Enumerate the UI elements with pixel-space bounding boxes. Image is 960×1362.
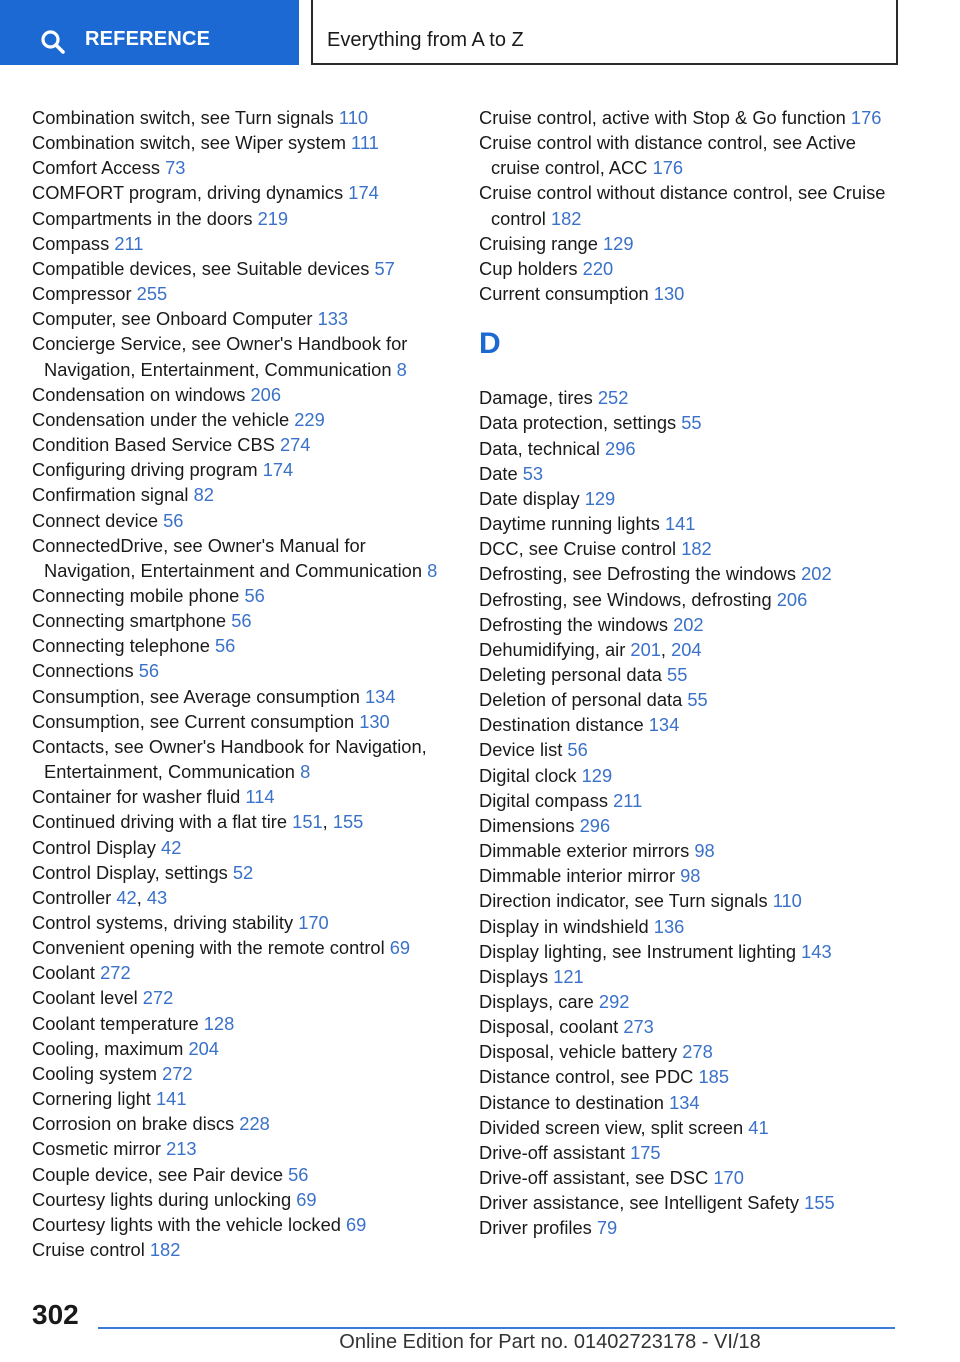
index-entry-term: Convenient opening with the remote control — [32, 937, 385, 959]
index-entry — [479, 939, 909, 964]
index-entry-term: ConnectedDrive, see Owner's Manual for Navigation, Entertainment and Communication — [32, 534, 423, 581]
index-entry-term: Driver assistance, see Intelligent Safety — [479, 1192, 800, 1214]
index-entry-term: Cruise control with distance control, see Active cruise control, ACC — [479, 132, 856, 179]
index-entry-term: Condensation on windows — [32, 383, 246, 405]
index-entry-term: Configuring driving program — [32, 459, 258, 481]
page-link[interactable]: 57 — [374, 257, 395, 279]
page-link[interactable]: 130 — [653, 283, 685, 305]
index-entry — [32, 935, 457, 960]
page-link[interactable]: 134 — [669, 1091, 700, 1113]
index-entry — [479, 410, 909, 435]
page-link[interactable]: 206 — [250, 383, 282, 405]
index-entry — [32, 281, 457, 306]
footer-text: Online Edition for Part no. 01402723178 - VI/18 — [339, 1331, 761, 1353]
index-entry: Dehumidifying, air 201, 204 — [479, 638, 702, 660]
index-entry — [32, 633, 457, 658]
page-link[interactable]: 56 — [288, 1163, 309, 1185]
index-entry-term: Coolant temperature — [32, 1012, 199, 1034]
page-link[interactable]: 220 — [582, 257, 614, 279]
index-entry — [479, 1064, 909, 1089]
index-entry — [479, 561, 909, 586]
index-entry — [32, 1011, 457, 1036]
index-entry-term: Defrosting the windows — [479, 613, 668, 635]
page-link[interactable]: 272 — [162, 1062, 193, 1084]
index-entry — [479, 1014, 909, 1039]
page-link[interactable]: 56 — [244, 584, 265, 606]
page-title: Everything from A to Z — [327, 29, 524, 51]
index-entry — [479, 1090, 909, 1115]
index-entry — [32, 331, 457, 381]
index-entry — [32, 1086, 457, 1111]
index-entry — [479, 511, 909, 536]
page-link[interactable]: 296 — [605, 437, 636, 459]
section-tab[interactable] — [0, 0, 299, 65]
index-entry — [32, 658, 457, 683]
index-entry — [32, 457, 457, 482]
index-entry-term: Combination switch, see Turn signals — [32, 107, 334, 128]
index-entry-term: Dimensions — [479, 814, 575, 836]
index-entry — [32, 1111, 457, 1136]
page-link[interactable]: 211 — [114, 232, 144, 254]
search-icon — [40, 29, 66, 55]
index-group-d — [479, 385, 909, 1240]
page-link[interactable]: 252 — [597, 387, 629, 409]
index-entry-term: Date display — [479, 487, 580, 509]
index-entry: Continued driving with a flat tire 151, 155 — [32, 811, 364, 833]
page-link[interactable]: 69 — [389, 937, 411, 959]
page-link[interactable]: 130 — [359, 710, 390, 732]
index-entry-term: Cornering light — [32, 1088, 151, 1110]
page-link[interactable]: 69 — [346, 1213, 367, 1235]
index-entry-term: Control systems, driving stability — [32, 912, 294, 933]
index-entry — [479, 130, 909, 180]
page-link[interactable]: 278 — [682, 1041, 713, 1063]
page-link[interactable]: 134 — [365, 685, 396, 707]
index-entry-term: Connecting smartphone — [32, 610, 227, 632]
index-entry — [479, 1115, 909, 1140]
index-entry-term: Defrosting, see Windows, defrosting — [479, 588, 772, 610]
index-entry-term: Coolant — [32, 962, 96, 984]
index-entry-term: Dimmable exterior mirrors — [479, 840, 690, 862]
page-link[interactable]: 55 — [687, 689, 708, 711]
index-entry — [32, 508, 457, 533]
page-link[interactable]: 206 — [776, 588, 808, 610]
index-entry — [32, 105, 457, 130]
page-link[interactable]: 229 — [294, 408, 325, 430]
index-entry-term: Cruise control — [32, 1239, 145, 1261]
index-entry-term: Data protection, settings — [479, 412, 677, 434]
index-entry — [479, 180, 909, 230]
page-link[interactable]: 134 — [648, 714, 680, 736]
index-entry — [32, 306, 457, 331]
page-link[interactable]: 204 — [671, 638, 702, 660]
index-entry — [479, 964, 909, 989]
page-link[interactable]: 219 — [257, 207, 289, 229]
section-letter: D — [479, 327, 501, 361]
page-link[interactable]: 128 — [203, 1012, 235, 1034]
index-entry-term: Digital compass — [479, 789, 609, 811]
index-entry-term: Destination distance — [479, 714, 644, 736]
index-entry — [32, 985, 457, 1010]
index-entry — [32, 206, 457, 231]
page-link[interactable]: 255 — [136, 283, 168, 305]
index-entry — [479, 712, 909, 737]
index-entry-term: Disposal, vehicle battery — [479, 1041, 678, 1063]
index-entry-term: Courtesy lights with the vehicle locked — [32, 1213, 341, 1235]
page-link[interactable]: 8 — [427, 559, 438, 581]
index-entry — [32, 784, 457, 809]
index-entry-term: Cup holders — [479, 257, 578, 279]
page-link[interactable]: 273 — [623, 1016, 654, 1038]
page-link[interactable]: 42 — [161, 836, 182, 858]
index-entry — [479, 231, 909, 256]
index-entry-term: Condition Based Service CBS — [32, 434, 275, 456]
index-entry-term: Cruise control, active with Stop & Go function — [479, 107, 846, 128]
index-column-left — [32, 105, 457, 1262]
index-entry — [479, 256, 909, 281]
page-link[interactable]: 211 — [613, 789, 643, 811]
page-link[interactable]: 296 — [579, 814, 611, 836]
index-entry — [32, 835, 457, 860]
index-entry-term: Courtesy lights during unlocking — [32, 1188, 292, 1210]
index-entry-term: Distance to destination — [479, 1091, 664, 1113]
index-entry — [479, 687, 909, 712]
index-entry-term: Cooling system — [32, 1062, 157, 1084]
index-entry — [32, 1162, 457, 1187]
index-entry — [32, 1061, 457, 1086]
index-entry-term: Daytime running lights — [479, 513, 660, 535]
index-entry — [479, 436, 909, 461]
index-entry-term: Dehumidifying, air — [479, 638, 626, 660]
index-entry-term: Contacts, see Owner's Handbook for Navigation, Entertainment, Communication — [32, 735, 427, 783]
index-entry-term: Digital clock — [479, 764, 577, 786]
page-link[interactable]: 202 — [801, 563, 832, 585]
index-entry-term: Connecting mobile phone — [32, 584, 240, 606]
index-entry — [32, 482, 457, 507]
footer-divider — [98, 1327, 895, 1329]
index-entry-term: Combination switch, see Wiper system — [32, 132, 346, 154]
index-entry-term: Display in windshield — [479, 915, 649, 937]
page-link[interactable]: 52 — [232, 861, 254, 883]
index-entry-term: Cruising range — [479, 232, 598, 254]
index-entry — [479, 486, 909, 511]
page-link[interactable]: 111 — [351, 132, 379, 154]
page-link[interactable]: 8 — [396, 358, 407, 380]
page-link[interactable]: 79 — [596, 1217, 618, 1239]
index-entry — [32, 533, 457, 583]
index-entry — [479, 461, 909, 486]
page-link[interactable]: 141 — [664, 513, 696, 535]
index-entry-term: Comfort Access — [32, 157, 161, 179]
page-link[interactable]: 170 — [298, 912, 329, 933]
index-entry — [32, 1237, 457, 1262]
page-link[interactable]: 129 — [584, 487, 616, 509]
page-link[interactable]: 121 — [553, 965, 584, 987]
index-entry-term: Computer, see Onboard Computer — [32, 308, 313, 330]
index-entry-term: Disposal, coolant — [479, 1016, 619, 1038]
index-entry — [479, 914, 909, 939]
page-link[interactable]: 151 — [292, 811, 323, 833]
page-link[interactable]: 110 — [338, 107, 369, 128]
index-entry-term: Display lighting, see Instrument lighting — [479, 940, 797, 962]
page-link[interactable]: 182 — [681, 538, 712, 560]
page-link[interactable]: 42 — [116, 886, 137, 908]
index-entry-term: Defrosting, see Defrosting the windows — [479, 563, 797, 585]
page-link[interactable]: 170 — [713, 1167, 744, 1189]
page-link[interactable]: 55 — [681, 412, 702, 434]
index-entry — [32, 155, 457, 180]
page-link[interactable]: 174 — [262, 459, 294, 481]
index-entry-term: Control Display, settings — [32, 861, 228, 883]
index-entry — [479, 888, 909, 913]
index-entry-term: COMFORT program, driving dynamics — [32, 182, 344, 204]
index-entry-term: Damage, tires — [479, 387, 593, 409]
index-entry — [32, 684, 457, 709]
page-link[interactable]: 133 — [317, 308, 349, 330]
index-entry-term: Couple device, see Pair device — [32, 1163, 284, 1185]
index-entry-term: Container for washer fluid — [32, 786, 241, 808]
page-link[interactable]: 174 — [348, 182, 379, 204]
index-entry — [479, 662, 909, 687]
index-entry-term: Concierge Service, see Owner's Handbook for Navigation, Entertainment, Communication — [32, 333, 408, 380]
page-number: 302 — [32, 1299, 79, 1330]
page-link[interactable]: 129 — [602, 232, 634, 254]
page-link[interactable]: 202 — [673, 613, 704, 635]
index-entry-term: Deletion of personal data — [479, 689, 683, 711]
index-entry-term: Divided screen view, split screen — [479, 1116, 744, 1138]
index-entry — [32, 709, 457, 734]
page-link[interactable]: 176 — [850, 107, 882, 128]
index-entry — [32, 256, 457, 281]
index-entry — [479, 587, 909, 612]
page-link[interactable]: 56 — [138, 660, 160, 682]
page-link[interactable]: 55 — [667, 663, 688, 685]
index-entry — [32, 130, 457, 155]
index-entry-term: Compressor — [32, 283, 132, 305]
index-entry-term: Continued driving with a flat tire — [32, 811, 288, 833]
index-group-c-continued — [479, 105, 909, 306]
index-entry — [479, 863, 909, 888]
index-entry — [32, 180, 457, 205]
index-entry — [479, 737, 909, 762]
page-link[interactable]: 228 — [239, 1113, 270, 1135]
index-entry-term: Current consumption — [479, 283, 649, 305]
page-link[interactable]: 204 — [188, 1037, 219, 1059]
page-link[interactable]: 56 — [567, 739, 588, 761]
index-entry-term: DCC, see Cruise control — [479, 538, 677, 560]
index-entry — [479, 838, 909, 863]
index-entry-term: Corrosion on brake discs — [32, 1113, 235, 1135]
page-link[interactable]: 56 — [214, 635, 236, 657]
page-link[interactable]: 41 — [748, 1116, 769, 1138]
index-entry — [479, 1215, 909, 1240]
page-link[interactable]: 136 — [653, 915, 685, 937]
index-entry — [32, 583, 457, 608]
index-entry-term: Connecting telephone — [32, 635, 210, 657]
index-entry — [479, 1140, 909, 1165]
index-column-right — [479, 105, 909, 1241]
index-entry — [479, 105, 909, 130]
index-entry-term: Compatible devices, see Suitable devices — [32, 257, 370, 279]
section-label: REFERENCE — [85, 28, 211, 50]
page-link[interactable]: 272 — [100, 962, 131, 984]
page-link[interactable]: 201 — [630, 638, 661, 660]
index-entry — [479, 536, 909, 561]
page-link[interactable]: 73 — [165, 157, 186, 179]
page-link[interactable]: 155 — [332, 811, 364, 833]
index-entry-term: Deleting personal data — [479, 663, 662, 685]
index-entry — [32, 432, 457, 457]
page-link[interactable]: 53 — [522, 462, 544, 484]
index-entry-term: Confirmation signal — [32, 484, 189, 506]
index-entry-term: Drive-off assistant — [479, 1141, 625, 1163]
page-link[interactable]: 56 — [163, 509, 184, 531]
index-entry-term: Controller — [32, 886, 112, 908]
page-link[interactable]: 176 — [652, 157, 684, 179]
index-entry-term: Drive-off assistant, see DSC — [479, 1167, 709, 1189]
index-entry-term: Date — [479, 462, 518, 484]
index-entry — [479, 1039, 909, 1064]
index-entry — [479, 763, 909, 788]
index-entry — [32, 407, 457, 432]
index-entry-term: Driver profiles — [479, 1217, 592, 1239]
page-link[interactable]: 141 — [155, 1088, 187, 1110]
index-entry-term: Data, technical — [479, 437, 600, 459]
page-link[interactable]: 69 — [296, 1188, 317, 1210]
index-entry — [32, 382, 457, 407]
index-entry — [479, 281, 909, 306]
header-title-box — [311, 0, 898, 65]
index-entry — [479, 612, 909, 637]
page-link[interactable]: 292 — [598, 991, 630, 1012]
index-entry-term: Condensation under the vehicle — [32, 408, 290, 430]
page-link[interactable]: 114 — [245, 786, 275, 808]
index-entry-term: Direction indicator, see Turn signals — [479, 890, 768, 912]
index-entry-term: Displays, care — [479, 991, 594, 1012]
index-entry-term: Connections — [32, 660, 134, 682]
index-entry-term: Displays — [479, 965, 549, 987]
index-entry-term: Connect device — [32, 509, 159, 531]
index-entry — [32, 231, 457, 256]
page-link[interactable]: 43 — [146, 886, 168, 908]
page-link[interactable]: 272 — [142, 987, 174, 1009]
page-link[interactable]: 98 — [680, 865, 701, 887]
index-entry — [32, 1036, 457, 1061]
index-entry-term: Control Display — [32, 836, 156, 858]
index-entry-term: Distance control, see PDC — [479, 1066, 694, 1088]
index-entry — [479, 1190, 909, 1215]
index-entry — [32, 860, 457, 885]
page-link[interactable]: 82 — [193, 484, 214, 506]
index-entry-term: Consumption, see Average consumption — [32, 685, 360, 707]
index-entry — [479, 813, 909, 838]
index-entry — [32, 1136, 457, 1161]
page-link[interactable]: 182 — [550, 207, 582, 229]
page-link[interactable]: 110 — [772, 890, 802, 912]
index-entry-term: Compass — [32, 232, 110, 254]
index-entry-term: Coolant level — [32, 987, 138, 1009]
index-entry-term: Device list — [479, 739, 563, 761]
index-entry — [32, 1187, 457, 1212]
page-link[interactable]: 129 — [581, 764, 613, 786]
index-entry-term: Cruise control without distance control, see Cruise control — [479, 182, 886, 229]
index-entry — [32, 1212, 457, 1237]
page-link[interactable]: 98 — [694, 840, 715, 862]
page-link[interactable]: 155 — [804, 1192, 835, 1214]
index-entry — [479, 385, 909, 410]
index-entry — [479, 1165, 909, 1190]
index-entry-term: Compartments in the doors — [32, 207, 253, 229]
page-link[interactable]: 8 — [300, 761, 311, 783]
index-entry — [479, 788, 909, 813]
index-entry — [32, 734, 457, 784]
index-entry — [479, 989, 909, 1014]
index-entry — [32, 608, 457, 633]
page-link[interactable]: 185 — [698, 1066, 729, 1088]
index-entry-term: Cooling, maximum — [32, 1037, 184, 1059]
index-entry: Controller 42, 43 — [32, 886, 168, 908]
index-entry-term: Cosmetic mirror — [32, 1138, 161, 1160]
page-link[interactable]: 213 — [166, 1138, 197, 1160]
page-link[interactable]: 143 — [801, 940, 832, 962]
page-link[interactable]: 56 — [231, 610, 252, 632]
index-entry — [32, 910, 457, 935]
page-link[interactable]: 274 — [279, 434, 311, 456]
page-link[interactable]: 175 — [630, 1141, 661, 1163]
page-link[interactable]: 182 — [149, 1239, 181, 1261]
index-entry-term: Dimmable interior mirror — [479, 865, 676, 887]
index-entry — [32, 960, 457, 985]
index-entry-term: Consumption, see Current consumption — [32, 710, 355, 732]
